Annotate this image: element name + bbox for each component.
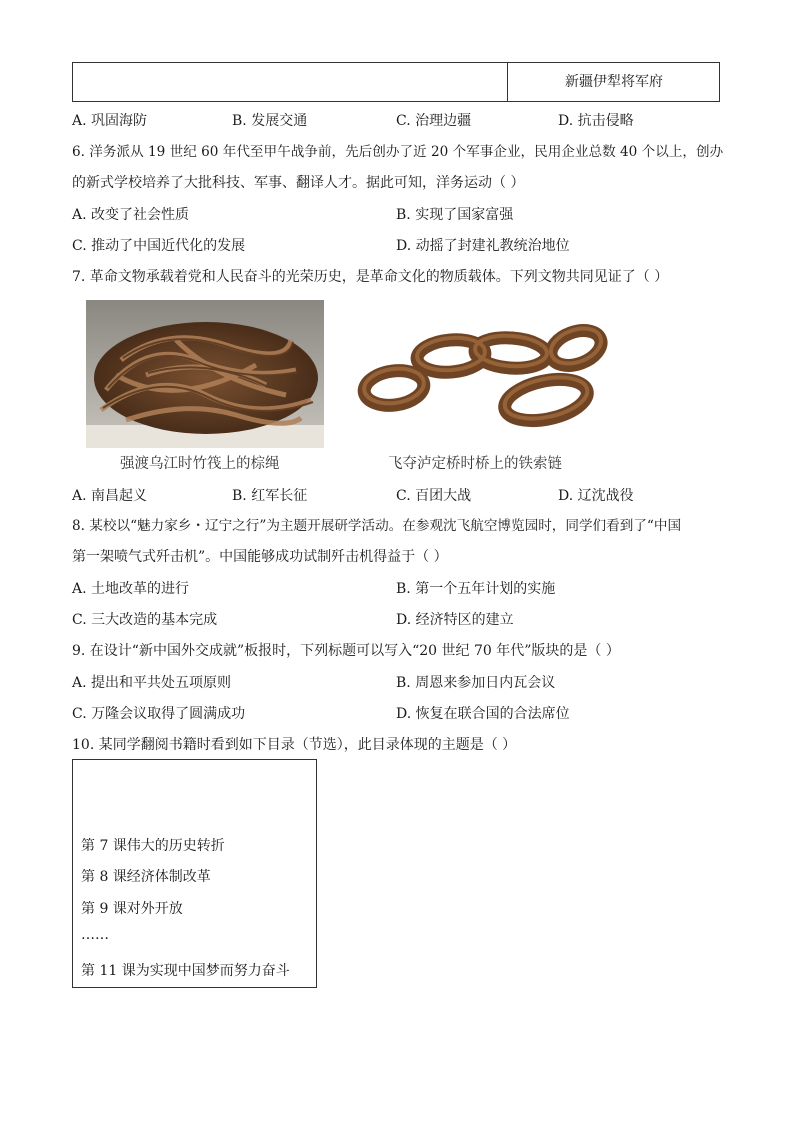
q7-option-d[interactable]: D. 辽沈战役 [558,488,634,504]
q8-stem-line1: 8. 某校以“魅力家乡・辽宁之行”为主题开展研学活动。在参观沈飞航空博览园时，同学们看到了“中国 [72,518,682,534]
toc-item: …… [81,927,109,943]
table-cell-right: 新疆伊犁将军府 [565,74,663,90]
rope-photo [86,300,324,448]
q5-options [72,110,732,130]
q9-option-d[interactable]: D. 恢复在联合国的合法席位 [396,706,570,722]
q7-options [72,485,732,505]
q9-stem: 9. 在设计“新中国外交成就”板报时，下列标题可以写入“20 世纪 70 年代”版块的是（ ） [72,643,620,659]
q7-option-b[interactable]: B. 红军长征 [232,488,308,504]
q8-option-a[interactable]: A. 土地改革的进行 [72,581,190,597]
q7-option-c[interactable]: C. 百团大战 [396,488,472,504]
toc-item: 第 9 课对外开放 [81,901,183,917]
q5-option-b[interactable]: B. 发展交通 [232,113,308,129]
question-table [72,62,720,102]
q6-options-row1 [72,204,732,224]
q8-options-row1 [72,578,732,598]
q5-option-a[interactable]: A. 巩固海防 [72,113,148,129]
rope-caption: 强渡乌江时竹筏上的棕绳 [120,456,280,472]
q8-options-row2 [72,609,732,629]
q6-option-a[interactable]: A. 改变了社会性质 [72,207,190,223]
chain-photo [356,318,608,436]
toc-item: 第 8 课经济体制改革 [81,869,211,885]
q9-options-row2 [72,703,732,723]
q8-option-b[interactable]: B. 第一个五年计划的实施 [396,581,556,597]
q5-option-c[interactable]: C. 治理边疆 [396,113,472,129]
q5-option-d[interactable]: D. 抗击侵略 [558,113,634,129]
q9-options-row1 [72,672,732,692]
q6-stem-line1: 6. 洋务派从 19 世纪 60 年代至甲午战争前，先后创办了近 20 个军事企业，民用企业总数 40 个以上，创办 [72,144,724,160]
q7-option-a[interactable]: A. 南昌起义 [72,488,148,504]
toc-item: 第 7 课伟大的历史转折 [81,838,225,854]
q6-option-d[interactable]: D. 动摇了封建礼教统治地位 [396,238,570,254]
q6-option-b[interactable]: B. 实现了国家富强 [396,207,514,223]
table-of-contents-box [72,759,317,988]
q10-stem: 10. 某同学翻阅书籍时看到如下目录（节选），此目录体现的主题是（ ） [72,737,517,753]
q9-option-a[interactable]: A. 提出和平共处五项原则 [72,675,232,691]
q6-stem-line2: 的新式学校培养了大批科技、军事、翻译人才。据此可知，洋务运动（ ） [72,175,525,191]
chain-caption: 飞夺泸定桥时桥上的铁索链 [388,456,562,472]
q8-stem-line2: 第一架喷气式歼击机”。中国能够成功试制歼击机得益于（ ） [72,549,448,565]
q8-option-d[interactable]: D. 经济特区的建立 [396,612,514,628]
q6-options-row2 [72,235,732,255]
q6-option-c[interactable]: C. 推动了中国近代化的发展 [72,238,246,254]
q7-stem: 7. 革命文物承载着党和人民奋斗的光荣历史，是革命文化的物质载体。下列文物共同见证了（ ） [72,269,669,285]
toc-item: 第 11 课为实现中国梦而努力奋斗 [81,963,290,979]
q9-option-b[interactable]: B. 周恩来参加日内瓦会议 [396,675,556,691]
q8-option-c[interactable]: C. 三大改造的基本完成 [72,612,218,628]
q9-option-c[interactable]: C. 万隆会议取得了圆满成功 [72,706,246,722]
